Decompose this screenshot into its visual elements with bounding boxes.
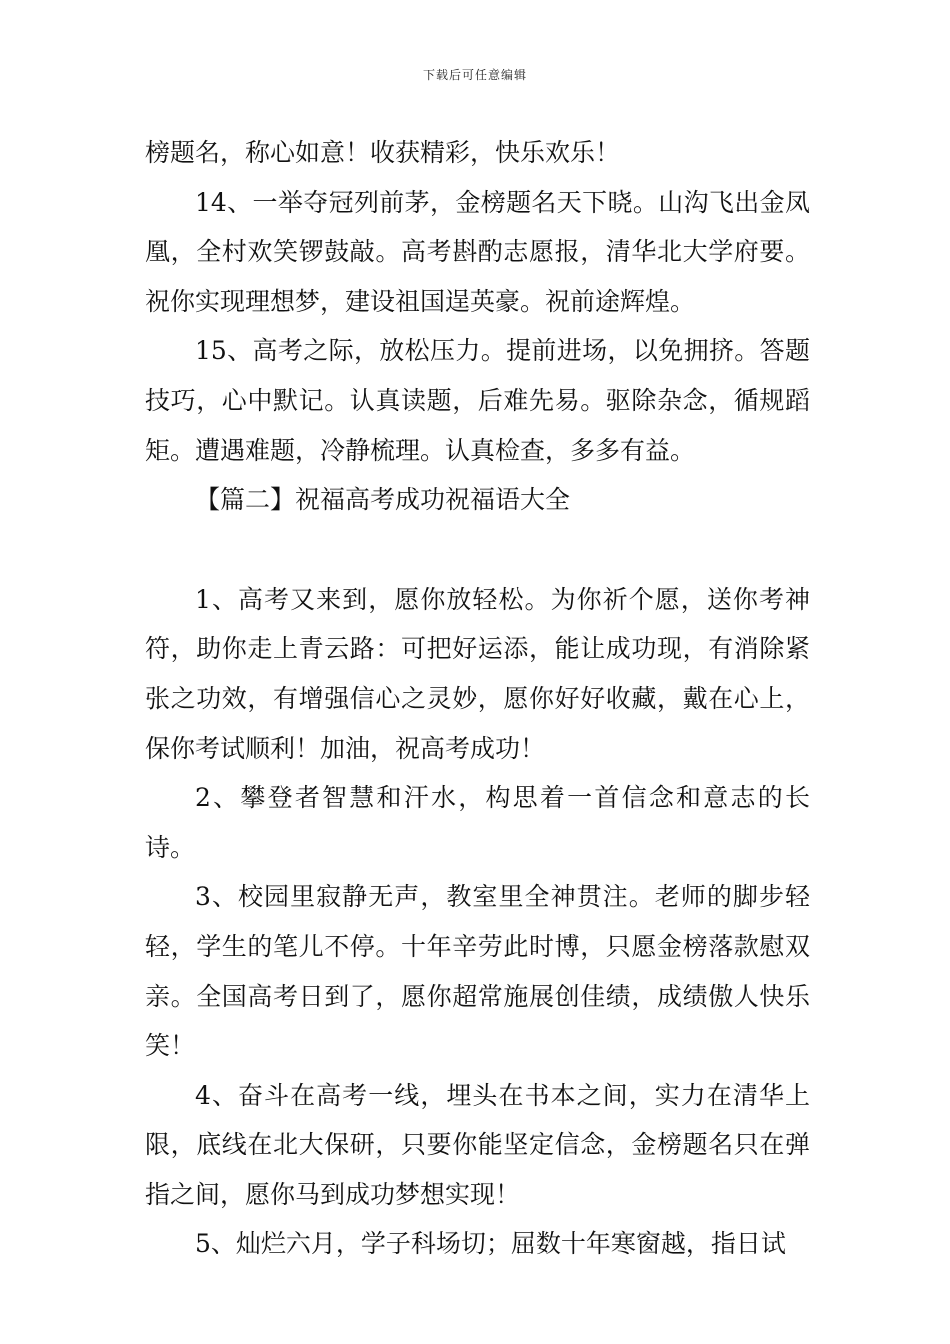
paragraph-item-15: 15、高考之际，放松压力。提前进场，以免拥挤。答题技巧，心中默记。认真读题，后难先易。驱除杂念，循规蹈矩。遭遇难题，冷静梳理。认真检查，多多有益。	[145, 336, 810, 465]
section-spacer	[145, 525, 810, 575]
paragraph-item-2: 2、攀登者智慧和汗水，构思着一首信念和意志的长诗。	[145, 783, 810, 862]
section-heading: 【篇二】祝福高考成功祝福语大全	[195, 485, 571, 515]
paragraph-item-14: 14、一举夺冠列前茅，金榜题名天下晓。山沟飞出金凤凰，全村欢笑锣鼓敲。高考斟酌志愿报，清华北大学府要。祝你实现理想梦，建设祖国逞英豪。祝前途辉煌。	[145, 187, 810, 316]
paragraph-continuation: 榜题名，称心如意！收获精彩，快乐欢乐！	[145, 138, 621, 167]
paragraph-item-4: 4、奋斗在高考一线，埋头在书本之间，实力在清华上限，底线在北大保研，只要你能坚定信念，金榜题名只在弹指之间，愿你马到成功梦想实现！	[145, 1080, 810, 1209]
paragraph-item-3: 3、校园里寂静无声，教室里全神贯注。老师的脚步轻轻，学生的笔儿不停。十年辛劳此时博，只愿金榜落款慰双亲。全国高考日到了，愿你超常施展创佳绩，成绩傲人快乐笑！	[145, 882, 810, 1061]
paragraph-item-1: 1、高考又来到，愿你放轻松。为你祈个愿，送你考神符，助你走上青云路：可把好运添，能让成功现，有消除紧张之功效，有增强信心之灵妙，愿你好好收藏，戴在心上，保你考试顺利！加油，祝高考成功！	[145, 584, 810, 763]
page-header-note: 下载后可任意编辑	[422, 68, 527, 82]
document-body	[145, 128, 810, 1269]
paragraph-item-5: 5、灿烂六月，学子科场切；屈数十年寒窗越，指日试	[195, 1229, 786, 1259]
